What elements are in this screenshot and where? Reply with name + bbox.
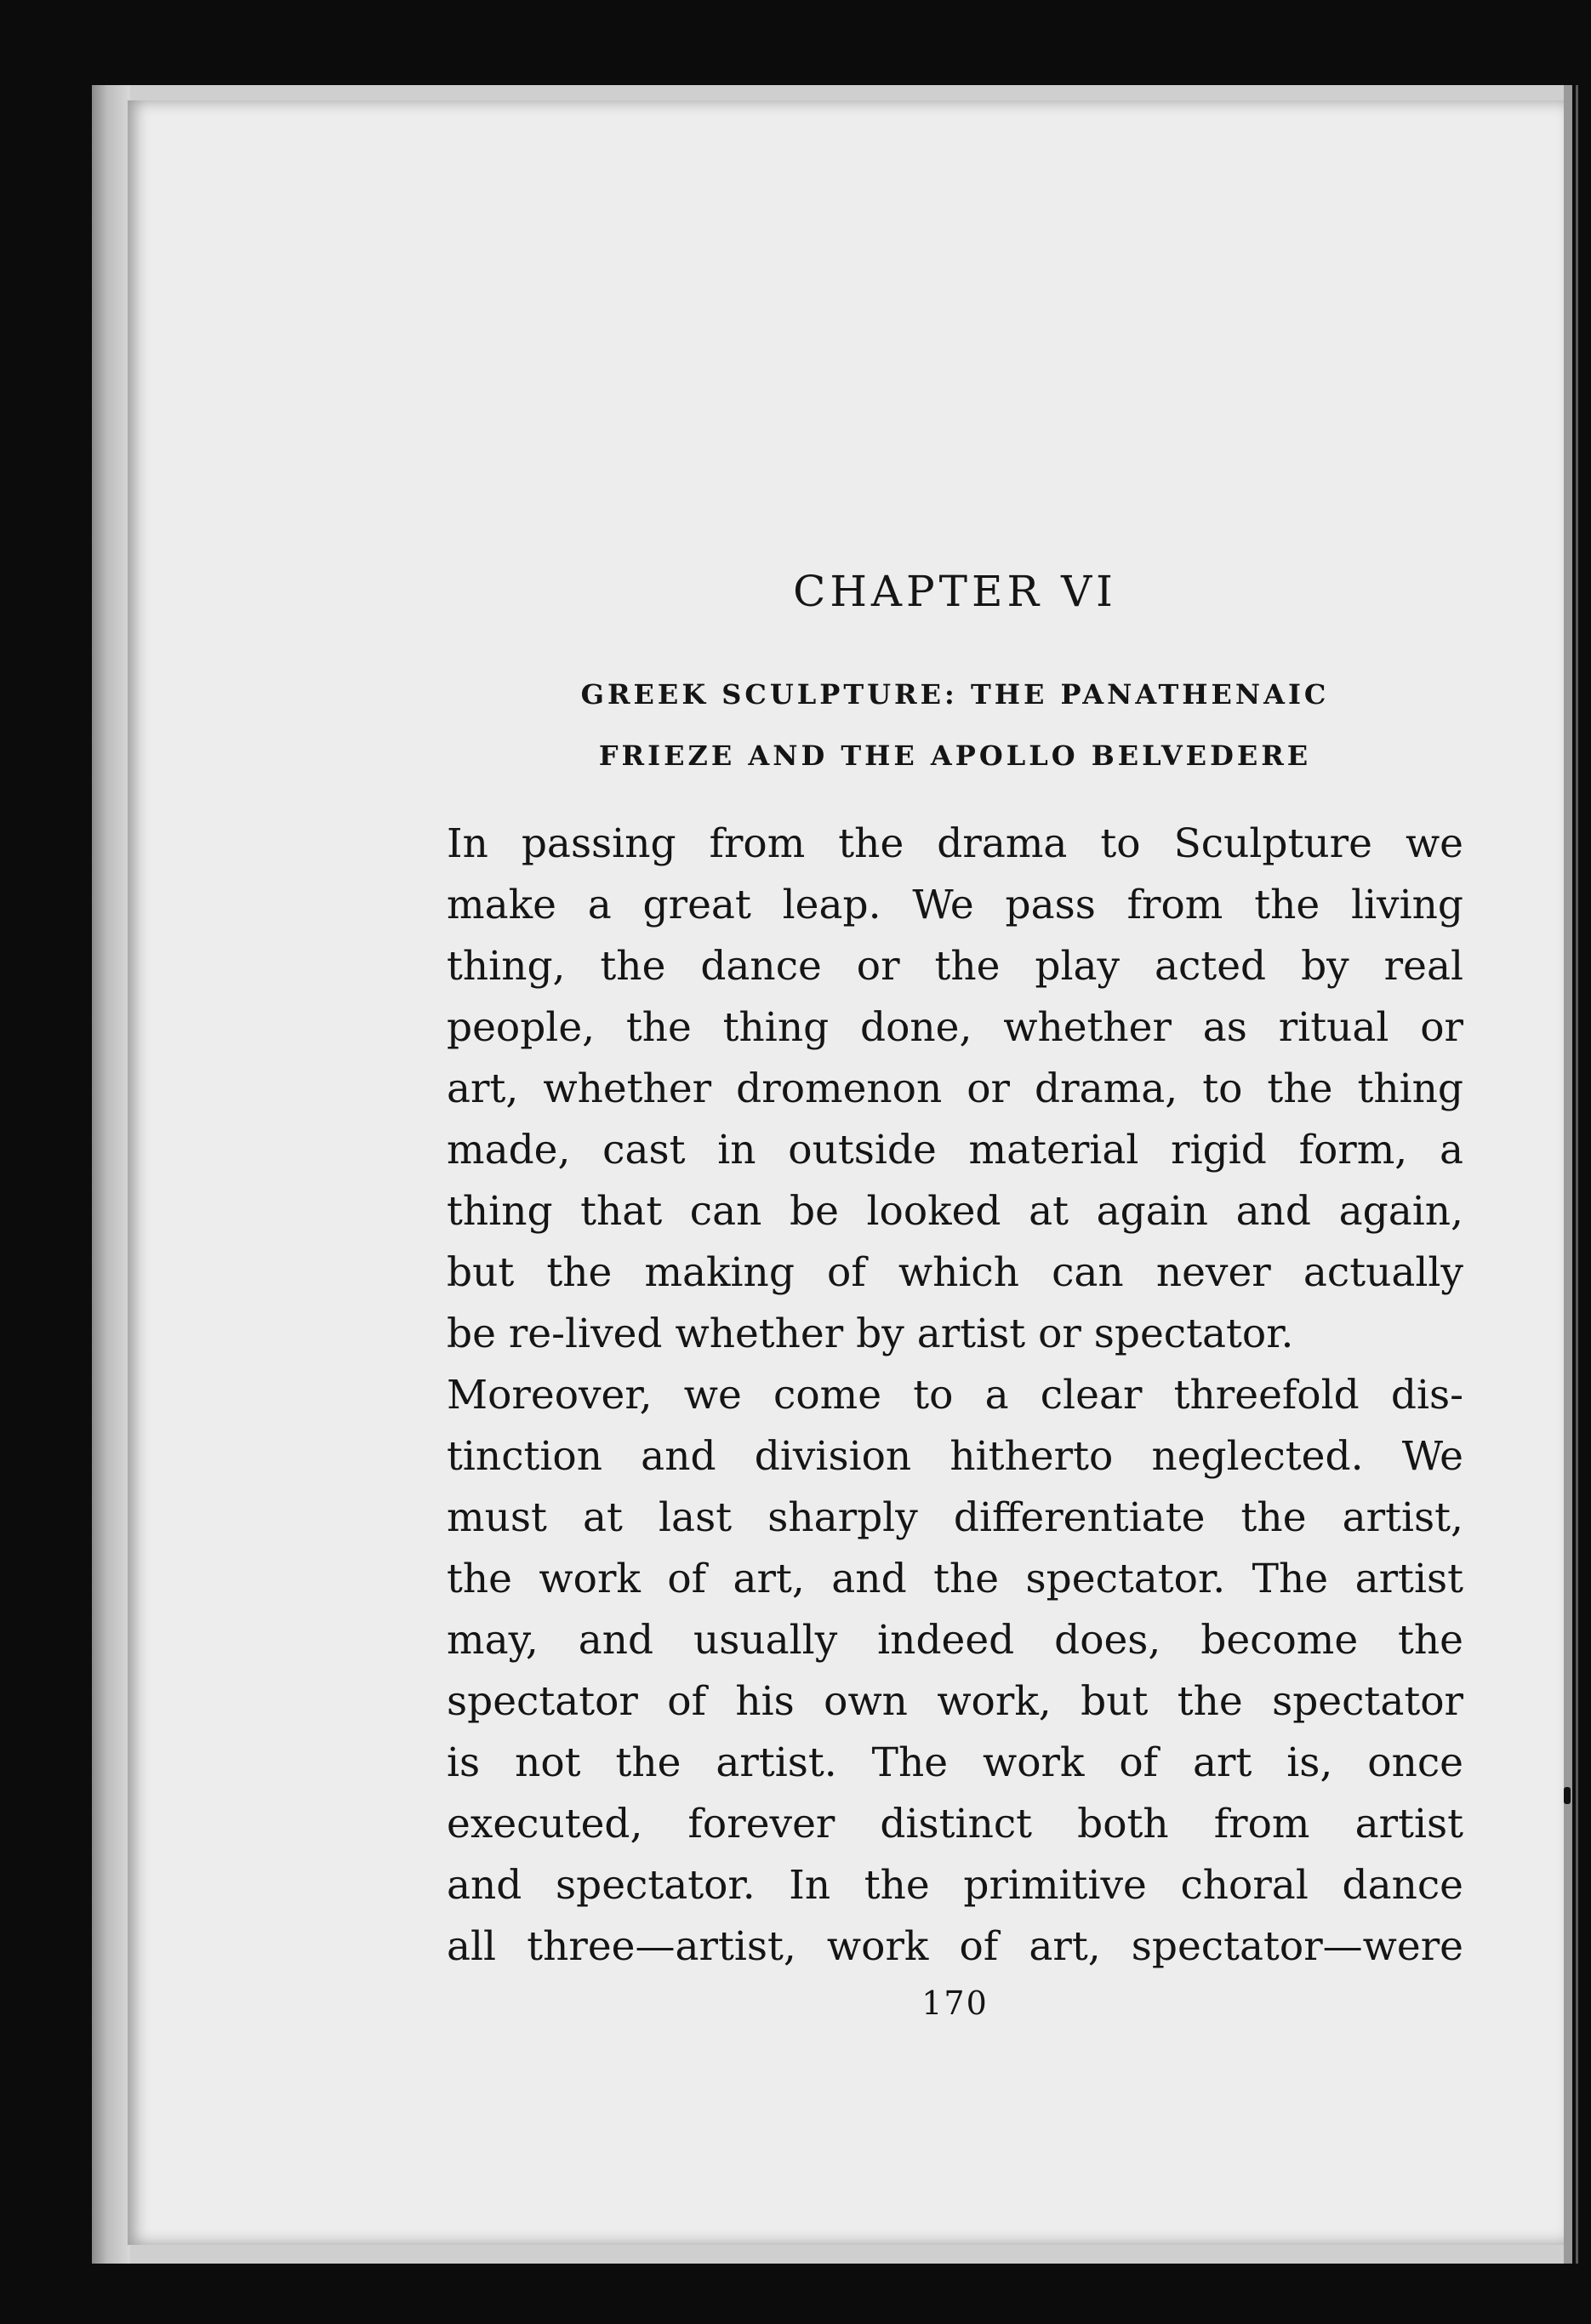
- text-line: may, and usually indeed does, become the: [447, 1617, 1463, 1664]
- text-line: art, whether dromenon or drama, to the thing: [447, 1065, 1463, 1112]
- page-right-edge-line: [1576, 85, 1578, 2264]
- text-line: executed, forever distinct both from artist: [447, 1801, 1463, 1847]
- text-line: people, the thing done, whether as ritual or: [447, 1004, 1463, 1051]
- text-line: thing that can be looked at again and again,: [447, 1188, 1463, 1235]
- text-line: tinction and division hitherto neglected. We: [447, 1433, 1463, 1480]
- text-line: is not the artist. The work of art is, once: [447, 1739, 1463, 1786]
- book-gutter-edge: [92, 85, 130, 2264]
- text-line: made, cast in outside material rigid form, a: [447, 1127, 1463, 1173]
- text-line: make a great leap. We pass from the living: [447, 882, 1463, 928]
- chapter-subtitle-line-1: GREEK SCULPTURE: THE PANATHENAIC: [580, 678, 1330, 711]
- page-number: 170: [921, 1984, 989, 2022]
- page-text-block: [447, 566, 1463, 2022]
- edge-mark: [1564, 1787, 1571, 1804]
- text-line: and spectator. In the primitive choral dance: [447, 1862, 1463, 1909]
- text-line: In passing from the drama to Sculpture we: [447, 820, 1463, 867]
- paragraph-2: [447, 1365, 1463, 1978]
- text-line: all three—artist, work of art, spectator—were: [447, 1923, 1463, 1970]
- text-line: the work of art, and the spectator. The artist: [447, 1556, 1463, 1602]
- text-line: be re-lived whether by artist or spectator.: [447, 1310, 1294, 1357]
- paragraph-1: [447, 814, 1463, 1365]
- text-line: must at last sharply differentiate the artist,: [447, 1494, 1463, 1541]
- chapter-subtitle: [447, 664, 1463, 786]
- text-line: spectator of his own work, but the spectator: [447, 1678, 1463, 1725]
- page-right-edge: [1564, 85, 1572, 2264]
- text-line: thing, the dance or the play acted by real: [447, 943, 1463, 990]
- text-line: but the making of which can never actually: [447, 1249, 1463, 1296]
- text-line: Moreover, we come to a clear threefold dis-: [447, 1372, 1463, 1419]
- chapter-title: CHAPTER VI: [793, 567, 1117, 616]
- chapter-subtitle-line-2: FRIEZE AND THE APOLLO BELVEDERE: [598, 739, 1312, 772]
